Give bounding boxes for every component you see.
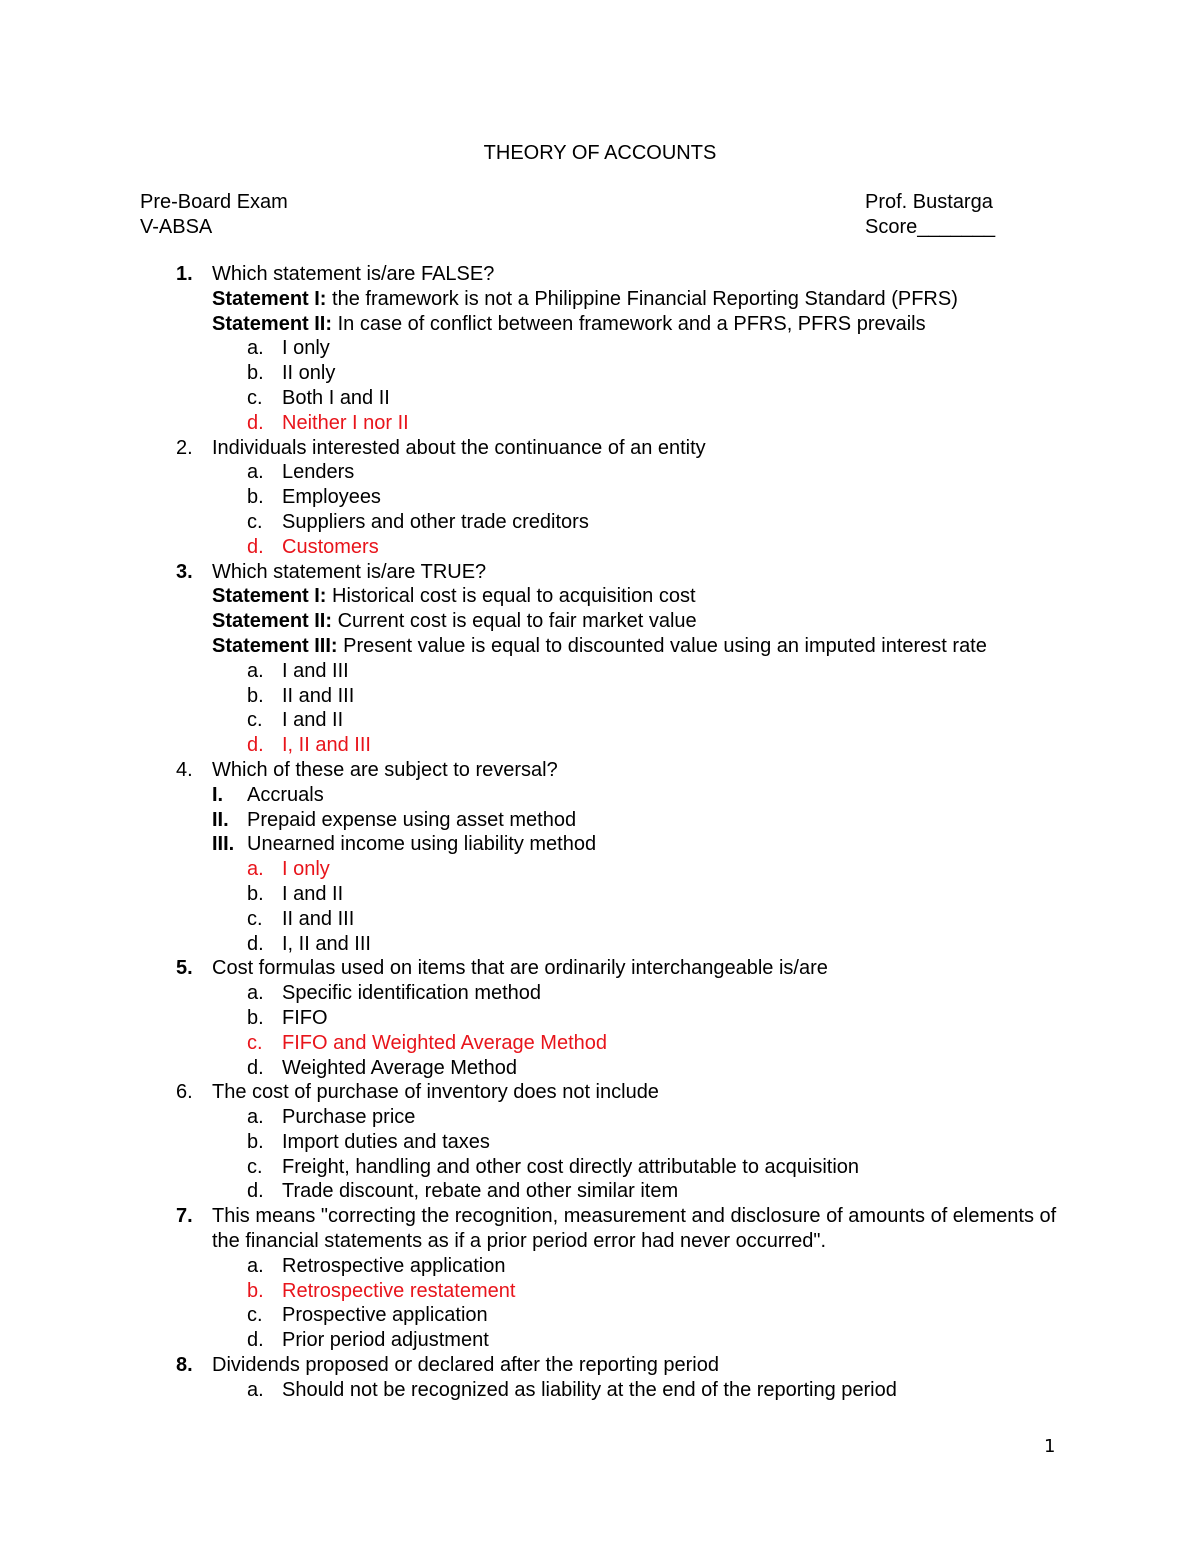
option-letter: d. xyxy=(247,1056,264,1079)
option-letter: a. xyxy=(247,659,264,682)
section-name: V-ABSA xyxy=(140,216,213,238)
option xyxy=(140,336,1080,361)
option xyxy=(140,907,1080,932)
option-text: I and III xyxy=(282,659,349,682)
answer-option xyxy=(140,1031,1080,1056)
roman-label: II. xyxy=(212,808,229,831)
option xyxy=(140,361,1080,386)
option-letter: c. xyxy=(247,510,263,533)
question-number: 2. xyxy=(176,436,193,459)
option-text: FIFO xyxy=(282,1006,328,1029)
option-text: Prior period adjustment xyxy=(282,1329,489,1352)
option-text: Freight, handling and other cost directly attributable to acquisition xyxy=(282,1155,860,1178)
question-text: The cost of purchase of inventory does not include xyxy=(212,1081,659,1104)
statement-label: Statement II: xyxy=(212,312,333,335)
option-letter: a. xyxy=(247,1254,264,1277)
option-letter: d. xyxy=(247,1180,264,1203)
option-letter: d. xyxy=(247,535,264,558)
option-letter: b. xyxy=(247,362,264,385)
option xyxy=(140,932,1080,957)
option xyxy=(140,510,1080,535)
question-number: 4. xyxy=(176,758,193,781)
option xyxy=(140,460,1080,485)
roman-text: Accruals xyxy=(247,783,324,806)
question-number: 5. xyxy=(176,957,193,980)
option-letter: c. xyxy=(247,907,263,930)
option-letter: d. xyxy=(247,932,264,955)
document-title: THEORY OF ACCOUNTS xyxy=(483,142,717,164)
option-text: Retrospective restatement xyxy=(282,1279,516,1302)
statement-label: Statement III: xyxy=(212,634,338,657)
option-text: I only xyxy=(282,337,330,360)
option-text: Lenders xyxy=(282,461,355,484)
header-right xyxy=(865,190,995,240)
option-letter: c. xyxy=(247,1031,263,1054)
option xyxy=(140,1155,1080,1180)
option-text: Retrospective application xyxy=(282,1254,506,1277)
option-text: Trade discount, rebate and other similar item xyxy=(282,1180,679,1203)
option-letter: b. xyxy=(247,1279,264,1302)
professor-name: Prof. Bustarga xyxy=(865,191,993,213)
option-text: Import duties and taxes xyxy=(282,1130,490,1153)
option xyxy=(140,1378,1080,1403)
statement-text: Current cost is equal to fair market value xyxy=(332,610,697,633)
question-stem xyxy=(140,560,1080,585)
option-letter: d. xyxy=(247,1329,264,1352)
question-text: This means "correcting the recognition, measurement and disclosure of amounts of elements of the financial statements as if a prior period error had never occurred". xyxy=(212,1205,1057,1253)
statement-text: In case of conflict between framework and a PFRS, PFRS prevails xyxy=(332,312,926,335)
roman-text: Prepaid expense using asset method xyxy=(247,808,577,831)
option-letter: b. xyxy=(247,1006,264,1029)
option-text: I, II and III xyxy=(282,734,371,757)
option-letter: a. xyxy=(247,1378,264,1401)
roman-label: III. xyxy=(212,833,235,856)
option-text: Customers xyxy=(282,535,379,558)
option-text: I and II xyxy=(282,709,344,732)
question-number: 8. xyxy=(176,1354,193,1377)
option xyxy=(140,659,1080,684)
question-stem xyxy=(140,262,1080,287)
question-stem xyxy=(140,956,1080,981)
option xyxy=(140,882,1080,907)
statement xyxy=(140,287,1080,312)
question-list xyxy=(140,262,1080,1403)
option-text: Neither I nor II xyxy=(282,411,409,434)
roman-label: I. xyxy=(212,783,224,806)
option-text: II only xyxy=(282,362,336,385)
option-letter: c. xyxy=(247,386,263,409)
option xyxy=(140,485,1080,510)
question-text: Which statement is/are TRUE? xyxy=(212,560,487,583)
option xyxy=(140,1056,1080,1081)
option-text: II and III xyxy=(282,907,355,930)
option xyxy=(140,684,1080,709)
statement-text: the framework is not a Philippine Financial Reporting Standard (PFRS) xyxy=(326,287,958,310)
option-letter: c. xyxy=(247,709,263,732)
answer-option xyxy=(140,733,1080,758)
answer-option xyxy=(140,1279,1080,1304)
answer-option xyxy=(140,857,1080,882)
statement xyxy=(140,634,1080,659)
option-letter: b. xyxy=(247,684,264,707)
statement-text: Present value is equal to discounted value using an imputed interest rate xyxy=(337,634,987,657)
option-letter: b. xyxy=(247,486,264,509)
option-letter: a. xyxy=(247,858,264,881)
option-text: I and II xyxy=(282,882,344,905)
option xyxy=(140,1303,1080,1328)
question-stem xyxy=(140,758,1080,783)
option xyxy=(140,708,1080,733)
statement xyxy=(140,584,1080,609)
option xyxy=(140,1105,1080,1130)
answer-option xyxy=(140,535,1080,560)
option xyxy=(140,386,1080,411)
option-text: I only xyxy=(282,858,330,881)
roman-item xyxy=(140,832,1080,857)
question-text: Individuals interested about the continuance of an entity xyxy=(212,436,706,459)
option-letter: a. xyxy=(247,461,264,484)
question-text: Which statement is/are FALSE? xyxy=(212,263,495,285)
question-text: Cost formulas used on items that are ordinarily interchangeable is/are xyxy=(212,957,828,980)
roman-text: Unearned income using liability method xyxy=(247,833,597,856)
score-field: Score_______ xyxy=(865,216,996,238)
option xyxy=(140,1006,1080,1031)
question-number: 3. xyxy=(176,560,193,583)
option-letter: a. xyxy=(247,1106,264,1129)
option-letter: a. xyxy=(247,337,264,360)
question-number: 1. xyxy=(176,263,193,285)
question-number: 7. xyxy=(176,1205,193,1228)
page-number: 1 xyxy=(1044,1436,1056,1457)
option-text: Weighted Average Method xyxy=(282,1056,517,1079)
exam-name: Pre-Board Exam xyxy=(140,191,288,213)
option-letter: b. xyxy=(247,1130,264,1153)
header-left xyxy=(140,190,288,240)
option-text: FIFO and Weighted Average Method xyxy=(282,1031,608,1054)
statement xyxy=(140,312,1080,337)
roman-item xyxy=(140,808,1080,833)
option-letter: a. xyxy=(247,982,264,1005)
option-text: Purchase price xyxy=(282,1106,416,1129)
option-text: Should not be recognized as liability at the end of the reporting period xyxy=(282,1378,897,1401)
option xyxy=(140,1254,1080,1279)
option-letter: b. xyxy=(247,882,264,905)
roman-item xyxy=(140,783,1080,808)
option-text: Specific identification method xyxy=(282,982,542,1005)
option-text: Prospective application xyxy=(282,1304,488,1327)
statement-text: Historical cost is equal to acquisition cost xyxy=(326,585,696,608)
option-text: I, II and III xyxy=(282,932,371,955)
statement-label: Statement I: xyxy=(212,585,327,608)
statement-label: Statement II: xyxy=(212,610,333,633)
question-stem xyxy=(140,1353,1080,1378)
question-text: Which of these are subject to reversal? xyxy=(212,758,558,781)
option-text: II and III xyxy=(282,684,355,707)
option-text: Suppliers and other trade creditors xyxy=(282,510,589,533)
statement xyxy=(140,609,1080,634)
option-letter: c. xyxy=(247,1304,263,1327)
option xyxy=(140,1130,1080,1155)
option xyxy=(140,1179,1080,1204)
question-text: Dividends proposed or declared after the reporting period xyxy=(212,1354,719,1377)
option-letter: d. xyxy=(247,411,264,434)
option-letter: c. xyxy=(247,1155,263,1178)
option xyxy=(140,1328,1080,1353)
question-stem xyxy=(140,1204,1080,1254)
answer-option xyxy=(140,411,1080,436)
option-text: Employees xyxy=(282,486,381,509)
option xyxy=(140,981,1080,1006)
question-stem xyxy=(140,436,1080,461)
question-number: 6. xyxy=(176,1081,193,1104)
statement-label: Statement I: xyxy=(212,287,327,310)
option-letter: d. xyxy=(247,734,264,757)
question-stem xyxy=(140,1080,1080,1105)
option-text: Both I and II xyxy=(282,386,390,409)
